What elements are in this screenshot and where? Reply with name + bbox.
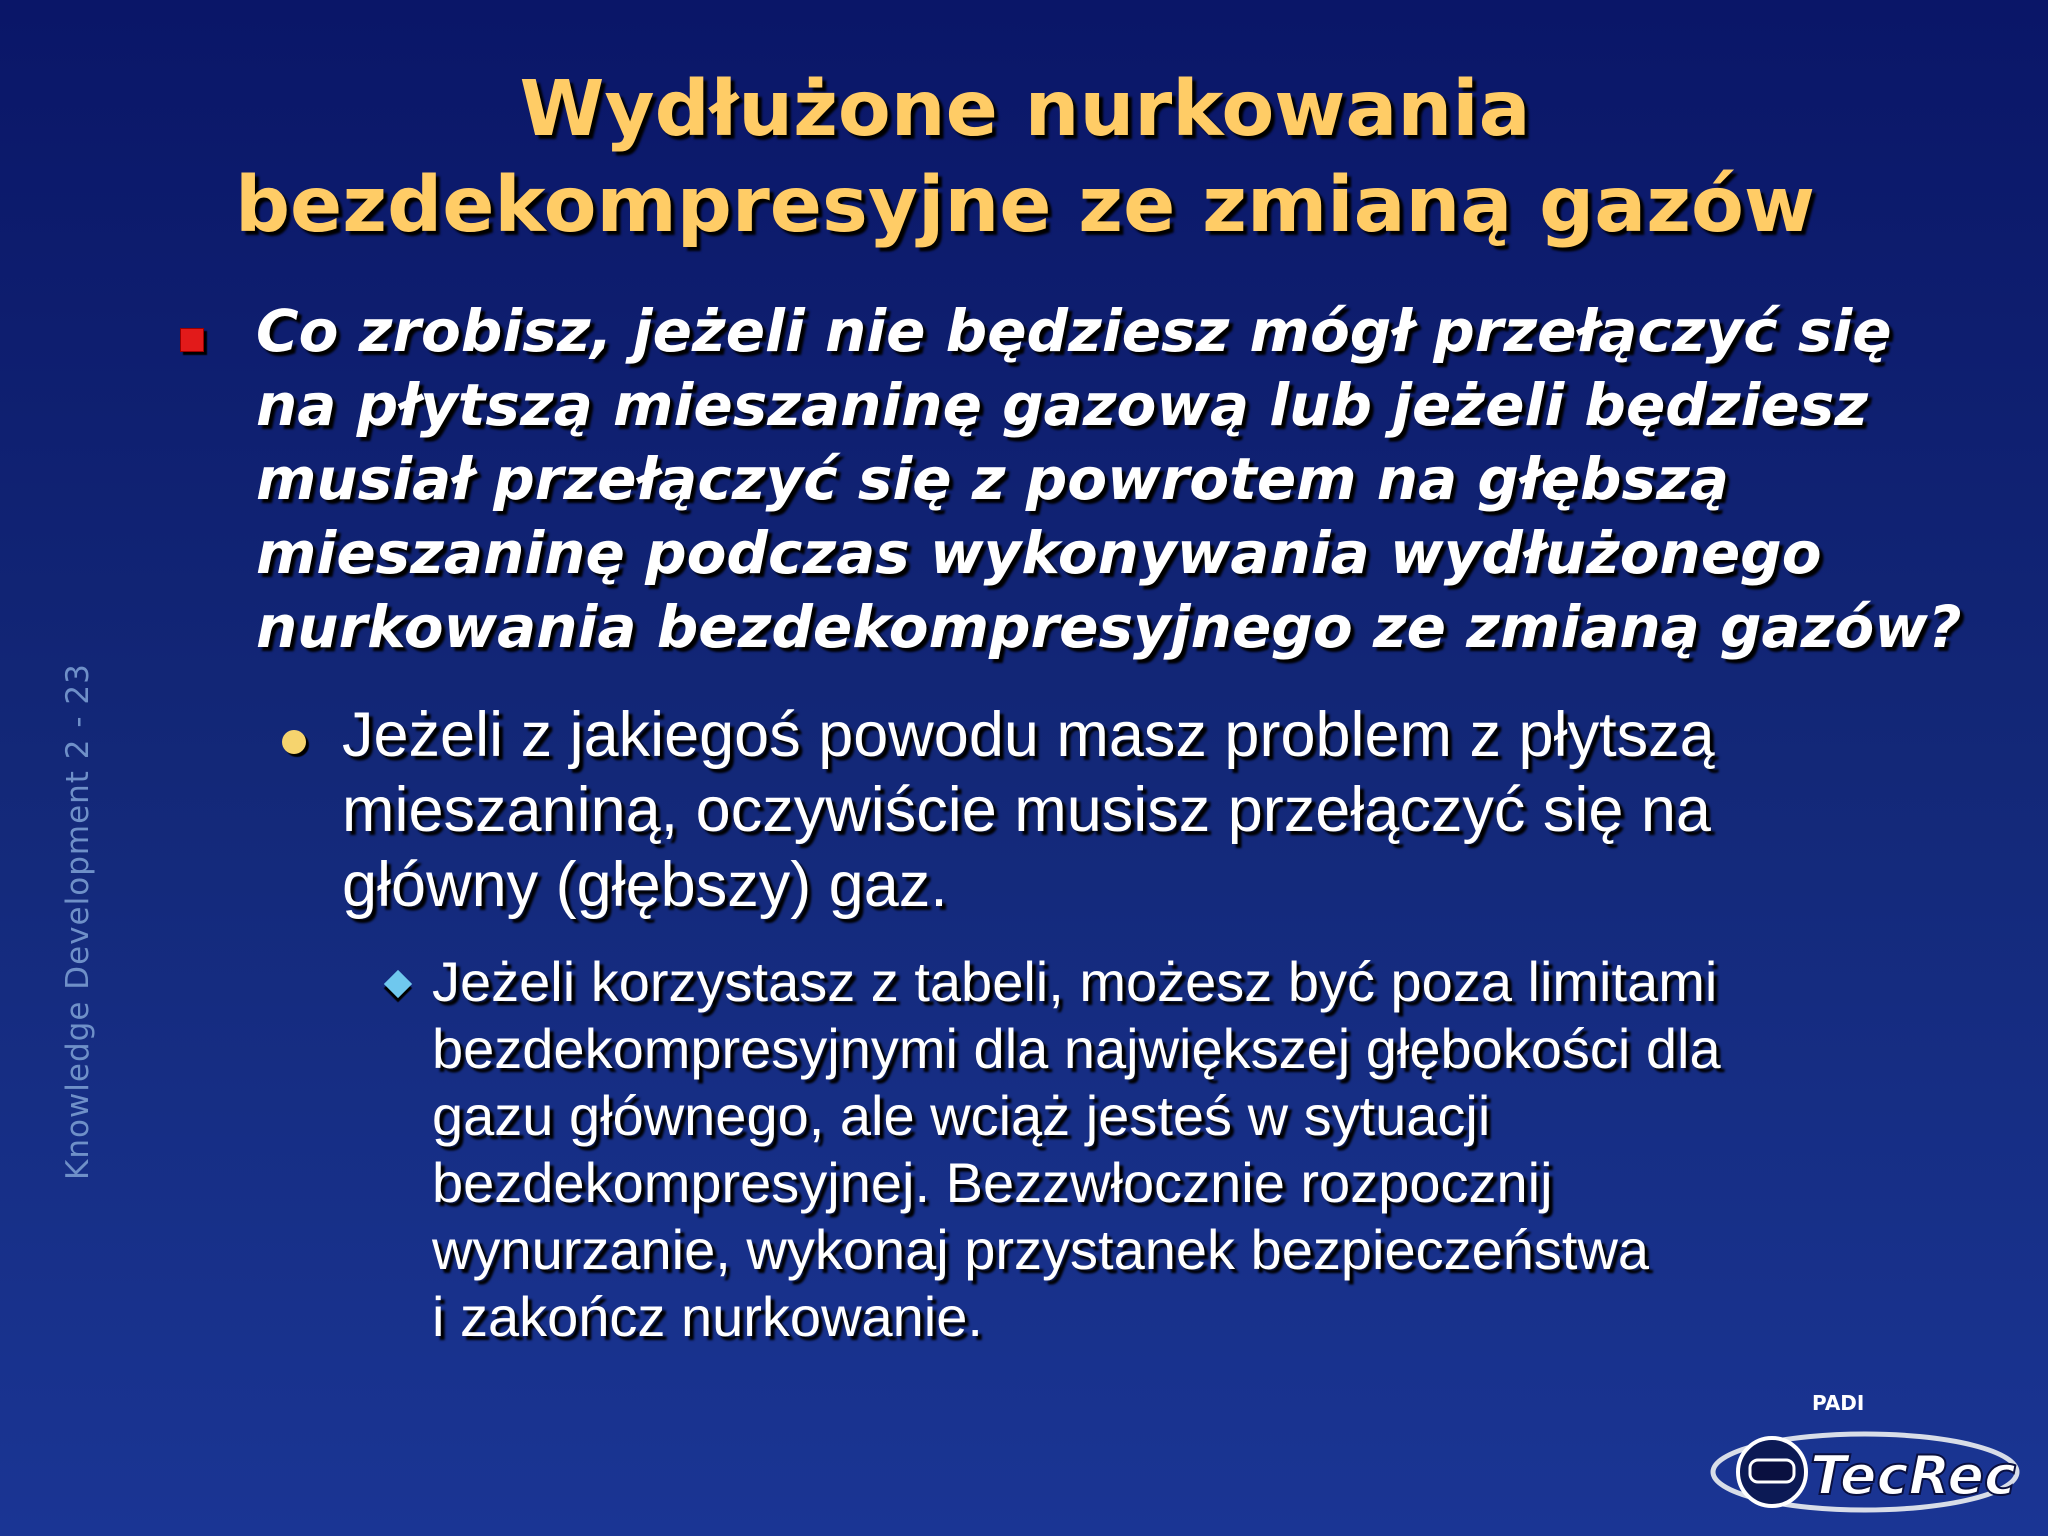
bullet-level-2-line: mieszaniną, oczywiście musisz przełączyć się na [342,775,1711,845]
square-bullet-icon [180,328,204,352]
bullet-level-1-line: Co zrobisz, jeżeli nie będziesz mógł przełączyć się [256,297,1892,365]
bullet-level-3-line: wynurzanie, wykonaj przystanek bezpieczeństwa [432,1218,1650,1281]
bullet-level-1-line: mieszaninę podczas wykonywania wydłużonego [256,519,1822,587]
bullet-level-3-line: Jeżeli korzystasz z tabeli, możesz być poza limitami [432,950,1718,1013]
logo-main-text: TecRec [1810,1444,2017,1507]
bullet-level-2-text [342,698,1982,923]
dot-bullet-icon [282,730,306,754]
bullet-level-3-text [432,948,1992,1350]
slide-title [100,62,1950,254]
diamond-bullet-icon [384,970,412,998]
bullet-level-1-line: na płytszą mieszaninę gazową lub jeżeli będziesz [256,371,1869,439]
title-line-2: bezdekompresyjne ze zmianą gazów [234,161,1816,250]
bullet-level-1-text [256,294,1976,664]
logo-top-text: PADI [1812,1391,1865,1415]
side-label: Knowledge Development 2 - 23 [60,663,96,1180]
bullet-level-3-line: i zakończ nurkowanie. [432,1285,983,1348]
title-line-1: Wydłużone nurkowania [519,65,1531,154]
logo-mask-icon [1750,1460,1794,1482]
bullet-level-1-line: musiał przełączyć się z powrotem na głębszą [256,445,1729,513]
bullet-level-3-line: bezdekompresyjnej. Bezzwłocznie rozpocznij [432,1151,1553,1214]
bullet-level-2-line: główny (głębszy) gaz. [342,850,948,920]
bullet-level-3-line: gazu głównego, ale wciąż jesteś w sytuacji [432,1084,1491,1147]
bullet-level-1-line: nurkowania bezdekompresyjnego ze zmianą gazów? [256,593,1962,661]
bullet-level-2-line: Jeżeli z jakiegoś powodu masz problem z płytszą [342,700,1715,770]
bullet-level-3-line: bezdekompresyjnymi dla największej głębokości dla [432,1017,1721,1080]
padi-tecrec-logo [1700,1390,2030,1520]
